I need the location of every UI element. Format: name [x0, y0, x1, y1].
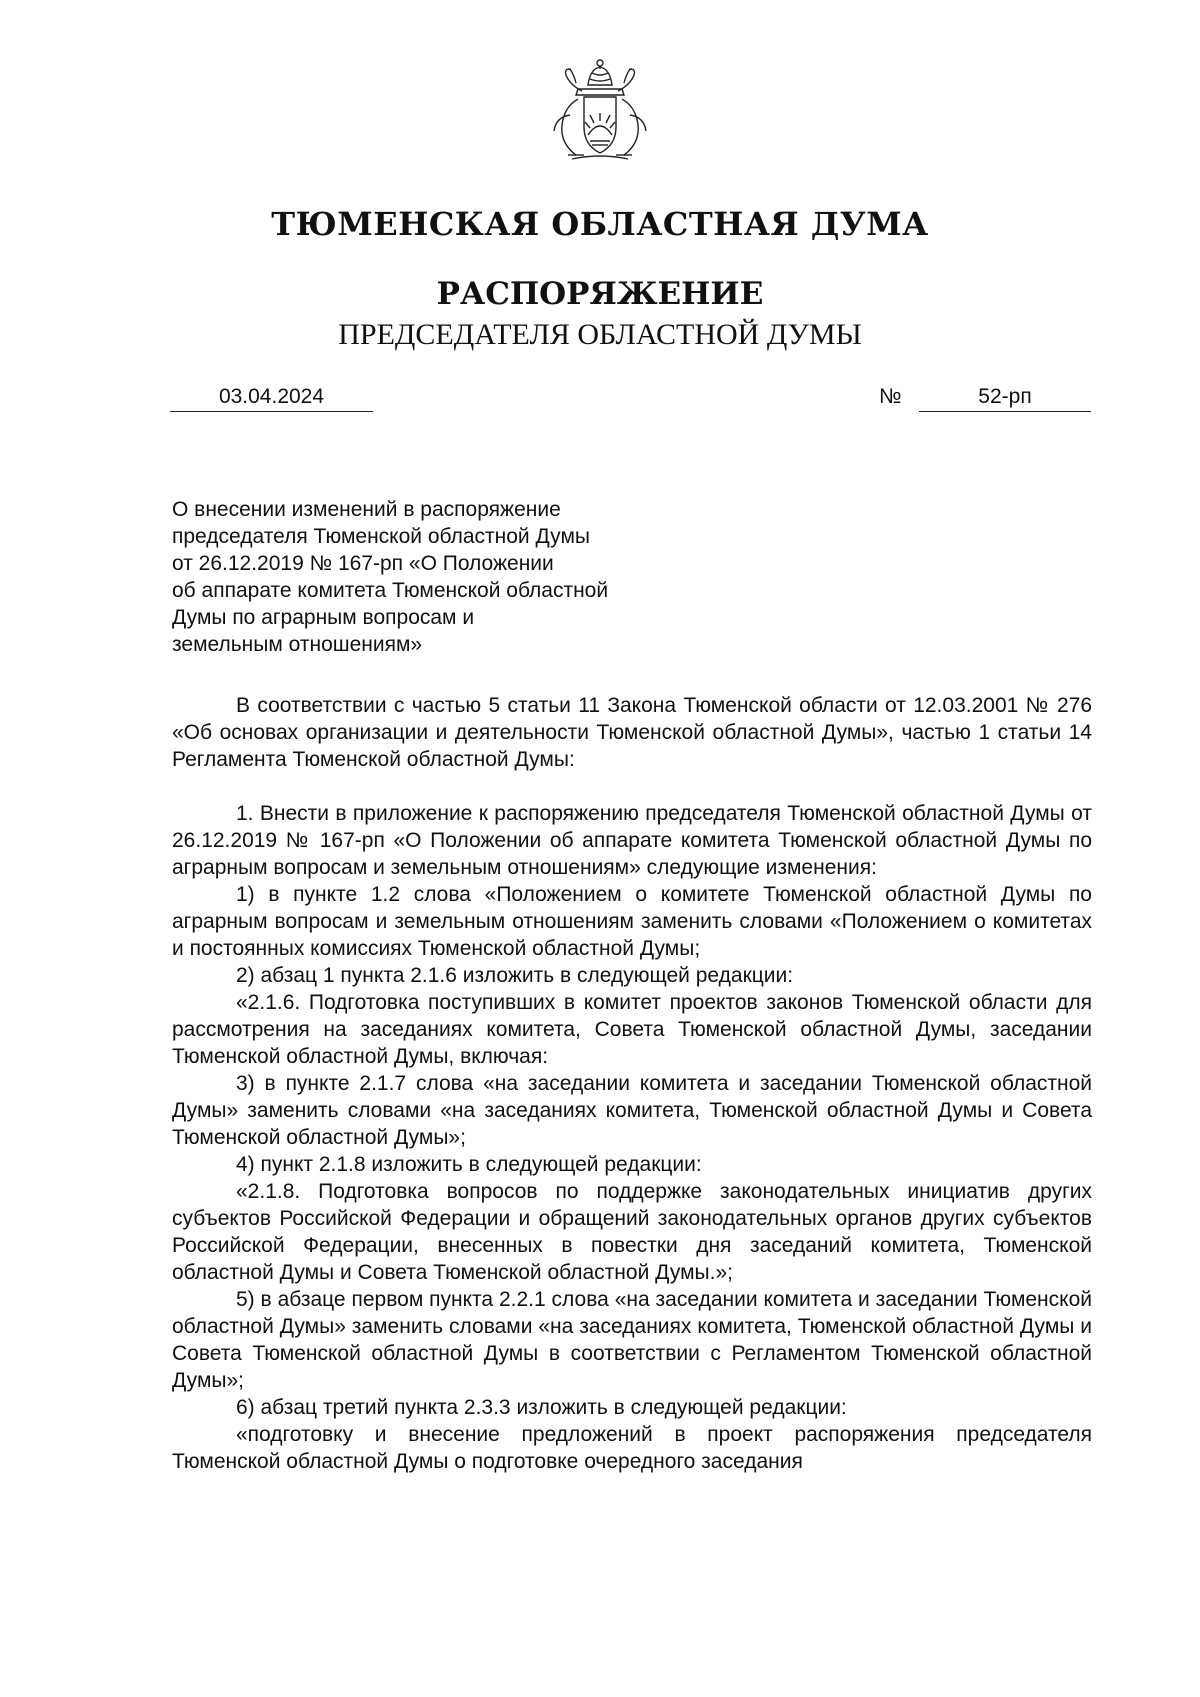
body-paragraph: В соответствии с частью 5 статьи 11 Закона Тюменской области от 12.03.2001 № 276 «Об основах организации и деятельности Тюменской областной Думы», частью 1 статьи 14 Регламента Тюменской областной Думы: — [172, 694, 1092, 771]
subject-line: земельным отношениям» — [172, 633, 423, 656]
document-number-label: № — [879, 385, 902, 408]
subject-line: Думы по аграрным вопросам и — [172, 606, 475, 629]
document-date: 03.04.2024 — [170, 383, 373, 412]
subject-line: об аппарате комитета Тюменской областной — [172, 579, 609, 602]
document-issuer: ПРЕДСЕДАТЕЛЯ ОБЛАСТНОЙ ДУМЫ — [338, 318, 862, 351]
body-paragraph: 1) в пункте 1.2 слова «Положением о комитете Тюменской областной Думы по аграрным вопросам и земельным отношениям заменить словами «Положением о комитетах и постоянных комиссиях Тюменской областной Думы; — [172, 883, 1092, 960]
body-paragraph: 2) абзац 1 пункта 2.1.6 изложить в следующей редакции: — [236, 964, 794, 987]
subject-line: председателя Тюменской областной Думы — [172, 525, 590, 548]
document-type: РАСПОРЯЖЕНИЕ — [436, 276, 764, 312]
organization-title: ТЮМЕНСКАЯ ОБЛАСТНАЯ ДУМА — [271, 205, 929, 243]
body-paragraph: 3) в пункте 2.1.7 слова «на заседании комитета и заседании Тюменской областной Думы» заменить словами «на заседаниях комитета, Тюменской областной Думы и Совета Тюменской областной Думы»; — [172, 1072, 1092, 1149]
subject-line: О внесении изменений в распоряжение — [172, 498, 561, 521]
body-paragraph: «2.1.8. Подготовка вопросов по поддержке законодательных инициатив других субъектов Российской Федерации и обращений законодательных органов других субъектов Российской Федерации, внесенных в повестки дня заседаний комитета, Тюменской областной Думы и Совета Тюменской областной Думы.»; — [172, 1180, 1092, 1284]
body-paragraph: 1. Внести в приложение к распоряжению председателя Тюменской областной Думы от 26.12.2019 № 167-рп «О Положении об аппарате комитета Тюменской областной Думы по аграрным вопросам и земельным отношениям» следующие изменения: — [172, 802, 1092, 879]
coat-of-arms-icon — [548, 55, 652, 163]
document-subject — [172, 496, 692, 658]
document-body — [172, 692, 1092, 1475]
body-paragraph: 5) в абзаце первом пункта 2.2.1 слова «на заседании комитета и заседании Тюменской областной Думы» заменить словами «на заседаниях комитета, Тюменской областной Думы и Совета Тюменской областной Думы в соответствии с Регламентом Тюменской областной Думы»; — [172, 1288, 1092, 1392]
document-number: 52-рп — [919, 383, 1091, 412]
body-paragraph: 4) пункт 2.1.8 изложить в следующей редакции: — [236, 1153, 702, 1176]
body-paragraph: 6) абзац третий пункта 2.3.3 изложить в следующей редакции: — [236, 1396, 847, 1419]
body-paragraph: «2.1.6. Подготовка поступивших в комитет проектов законов Тюменской области для рассмотрения на заседаниях комитета, Совета Тюменской областной Думы, заседании Тюменской областной Думы, включая: — [172, 991, 1092, 1068]
body-paragraph: «подготовку и внесение предложений в проект распоряжения председателя Тюменской областной Думы о подготовке очередного заседания — [172, 1423, 1092, 1473]
subject-line: от 26.12.2019 № 167-рп «О Положении — [172, 552, 554, 575]
